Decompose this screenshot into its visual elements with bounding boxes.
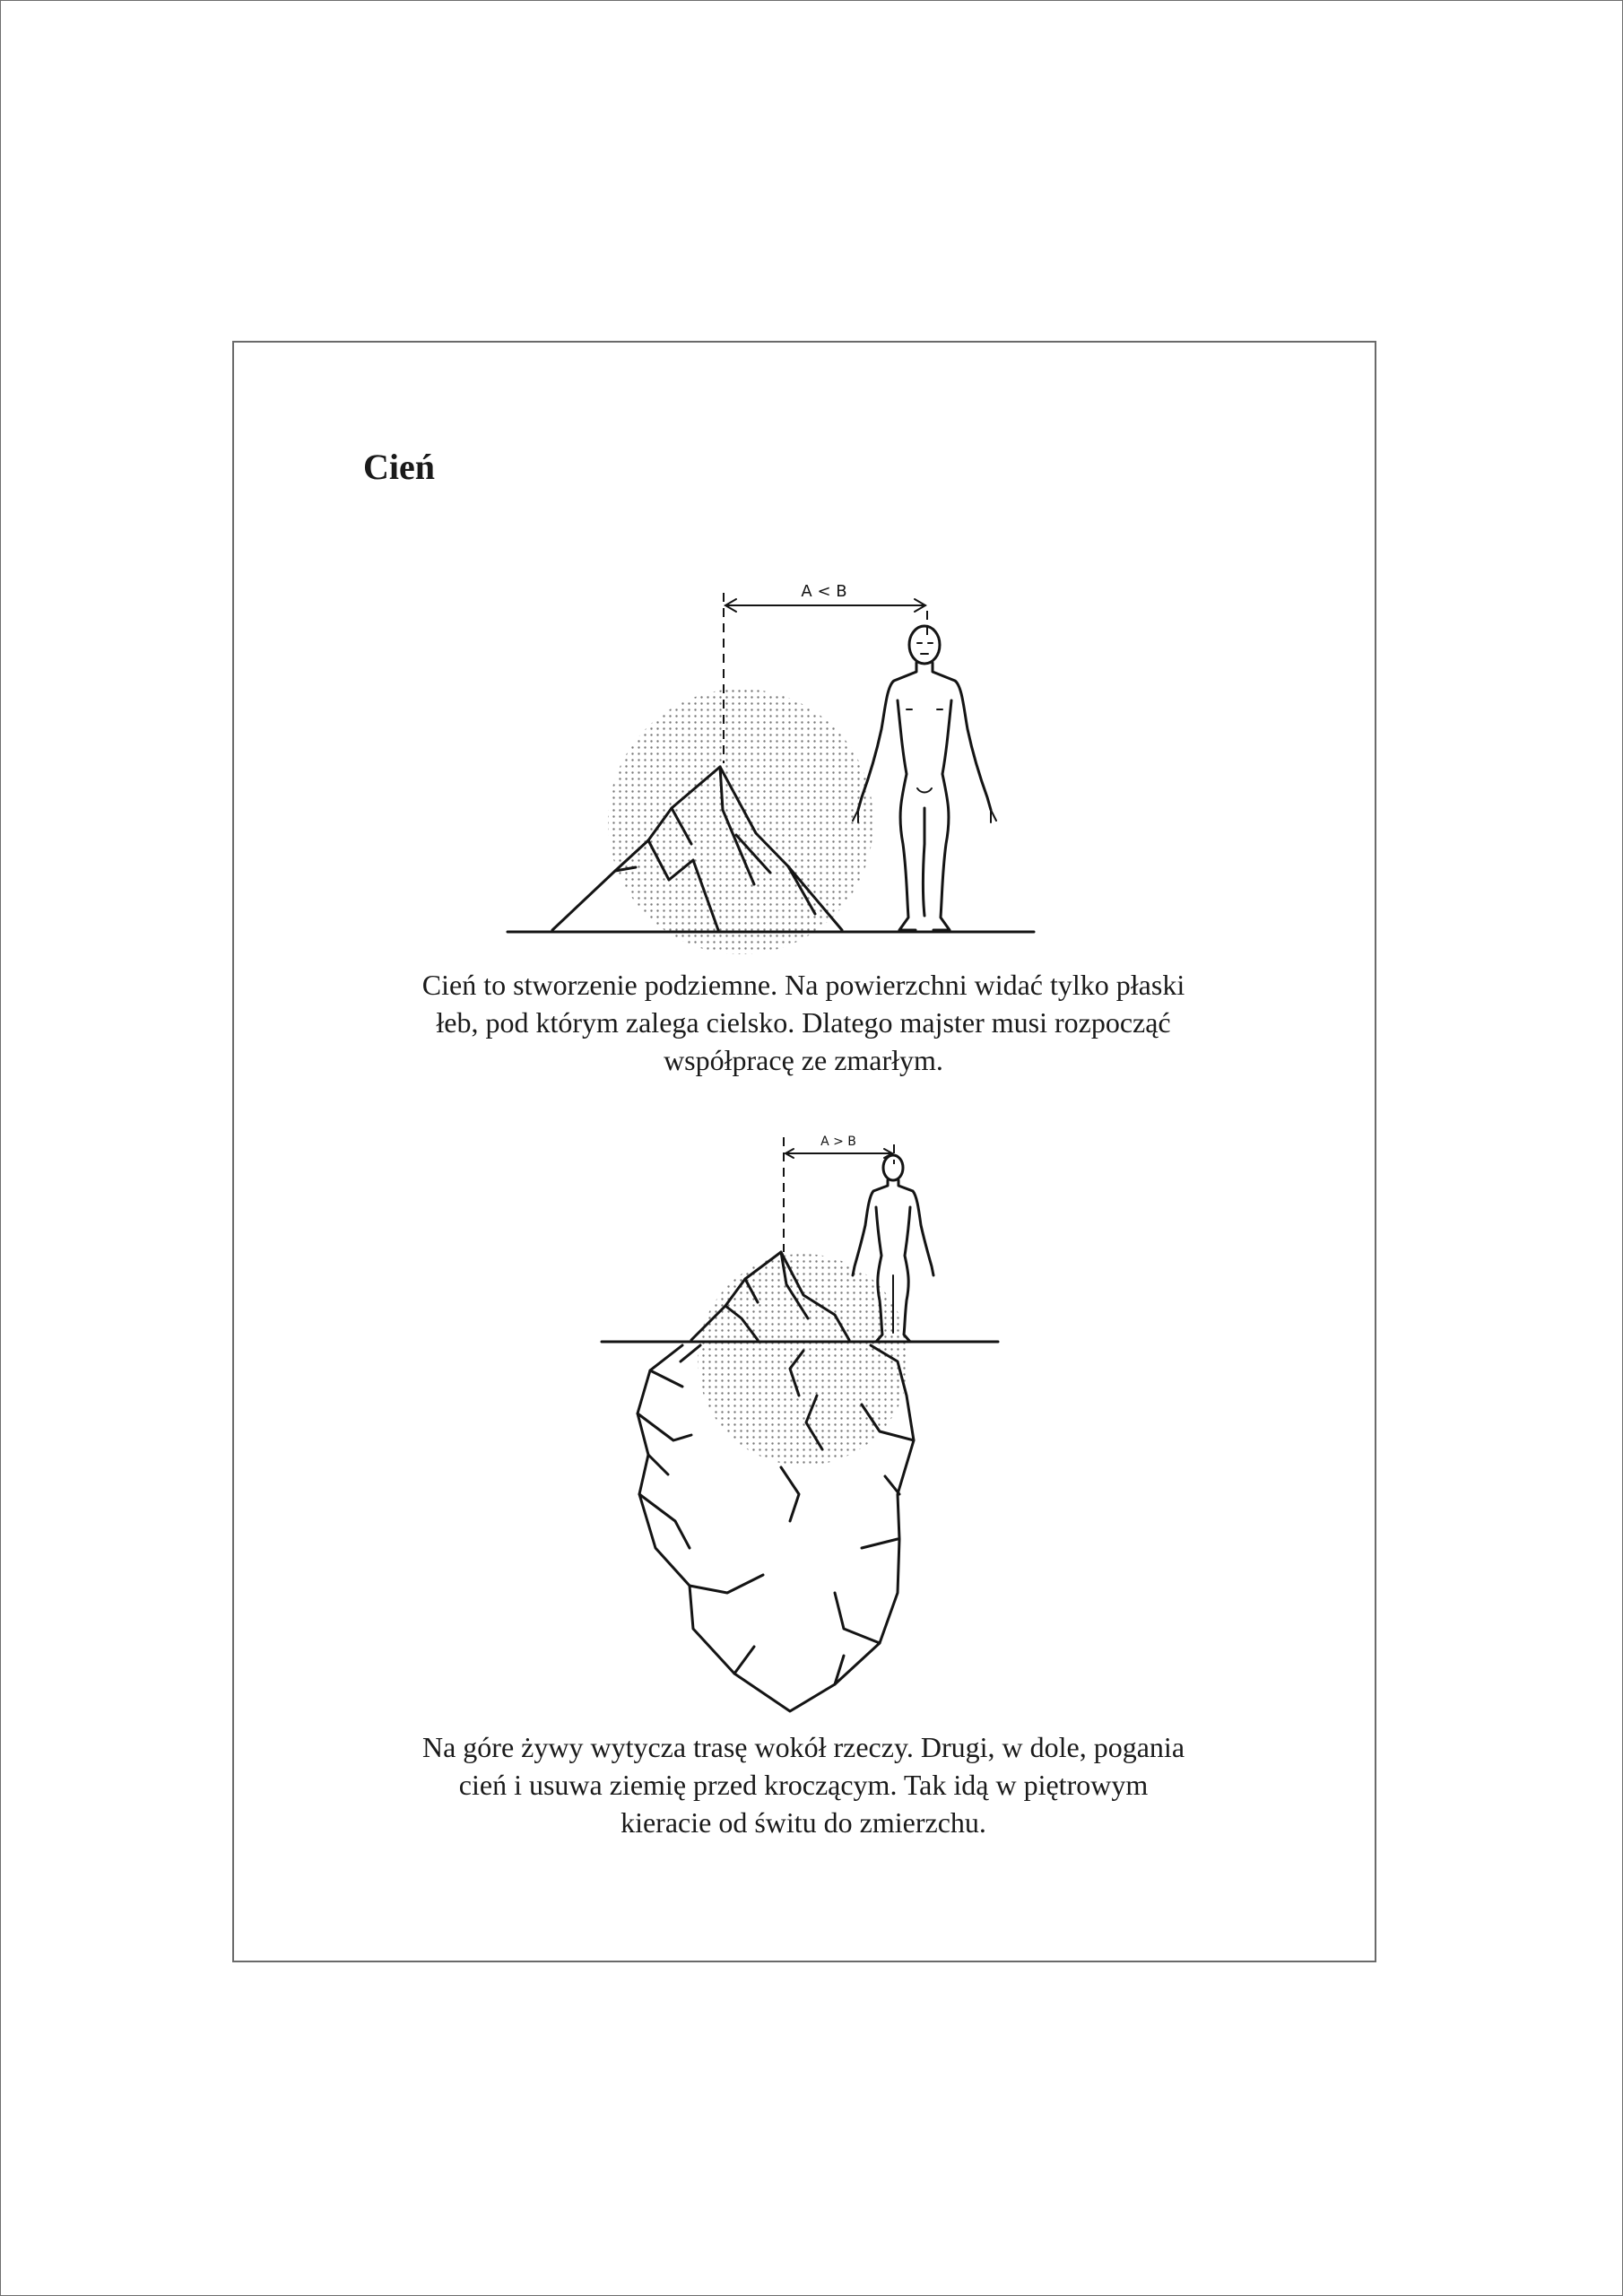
page-title: Cień: [363, 447, 435, 487]
caption-paragraph-2: [342, 1728, 1265, 1841]
illustration-rock-underground: [575, 1126, 1023, 1709]
standing-figure-icon: [853, 626, 996, 930]
figure2-label: A > B: [820, 1135, 856, 1149]
figure1-label: A < B: [801, 582, 847, 601]
caption-2-line-2: cień i usuwa ziemię przed kroczącym. Tak idą w piętrowym: [458, 1769, 1149, 1801]
illustration-rock-and-figure: [485, 575, 1059, 952]
measure-arrow-icon: [725, 599, 925, 612]
caption-1-line-3: współpracę ze zmarłym.: [664, 1044, 943, 1076]
caption-paragraph-1: [342, 966, 1265, 1079]
caption-2-line-1: Na góre żywy wytycza trasę wokół rzeczy. Drugi, w dole, pogania: [421, 1731, 1185, 1763]
caption-2-line-3: kieracie od świtu do zmierzchu.: [621, 1806, 986, 1839]
measure-arrow-icon: [785, 1149, 892, 1158]
caption-1-line-1: Cień to stworzenie podziemne. Na powierzchni widać tylko płaski: [421, 969, 1185, 1001]
shadow-dotted-circle: [608, 689, 873, 954]
caption-1-line-2: łeb, pod którym zalega cielsko. Dlatego majster musi rozpocząć: [436, 1006, 1171, 1039]
